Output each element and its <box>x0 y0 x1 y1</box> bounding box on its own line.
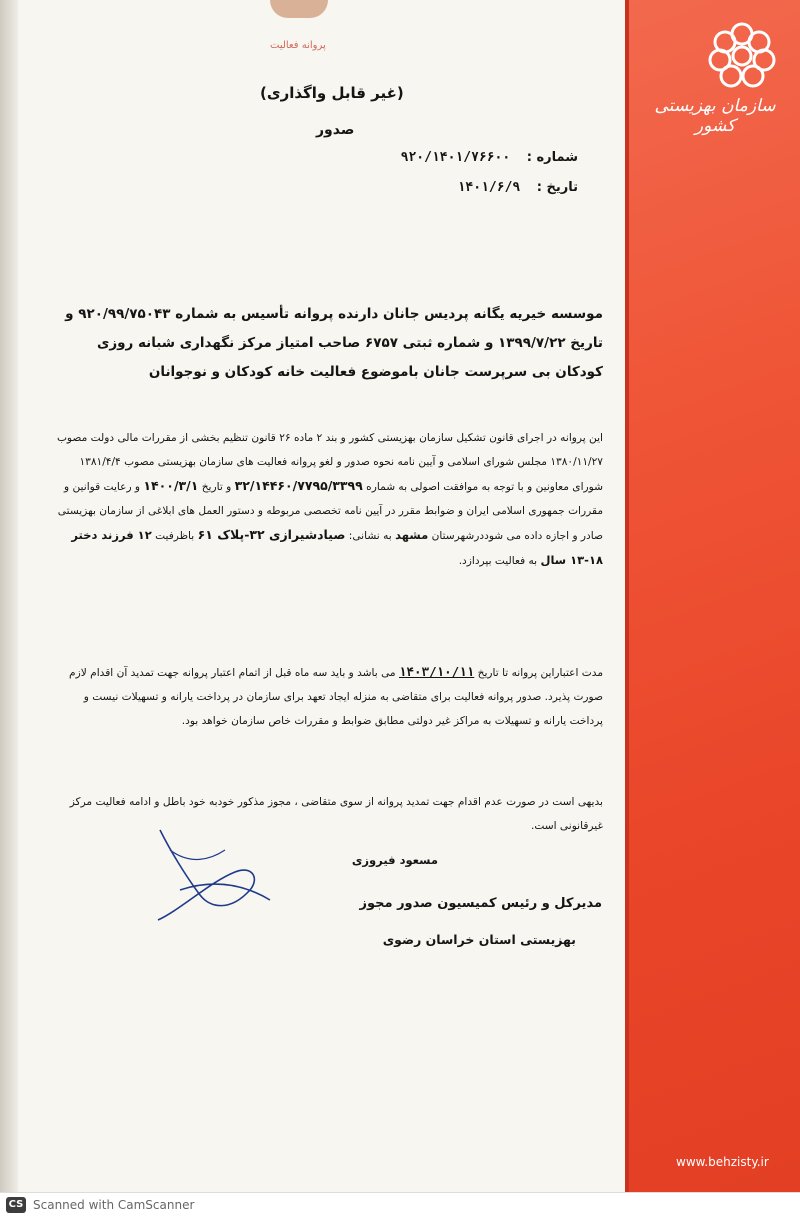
legal-basis-paragraph <box>48 426 603 573</box>
top-stain <box>270 0 328 18</box>
non-transferable-note: (غیر قابل واگذاری) <box>260 84 404 102</box>
para2-text-e: باظرفیت <box>155 530 195 542</box>
capacity: ۱۲ فرزند دختر ۱۸-۱۳ سال <box>71 528 603 567</box>
top-stamp-text: پروانه فعالیت <box>270 40 326 51</box>
para2-text-a: این پروانه در اجرای قانون تشکیل سازمان بهزیستی کشور و بند ۲ ماده ۲۶ قانون تنظیم بخشی از مقررات مالی دولت مصوب ۱۳۸۰/۱۱/۲۷ مجلس شورای اسلامی و آیین نامه نحوه صدور و لغو پروانه فعالیت های سازمان بهزیستی مصوب ۱۳۸۱/۴/۴ شورای معاونین و با توجه به موافقت اصولی به شماره <box>56 432 603 493</box>
letterhead-band-edge <box>625 0 629 1192</box>
flower-logo-icon <box>700 14 784 98</box>
signatory-org: بهزیستی استان خراسان رضوی <box>382 932 576 947</box>
para2-text-c: و رعایت قوانین و مقررات جمهوری اسلامی ایران و ضوابط مقرر در آیین نامه تخصصی مربوطه و دستور العمل های ابلاغی از سازمان بهزیستی صادر و اجازه داده می شوددرشهرستان <box>57 481 603 542</box>
address: صیادشیرازی ۳۲-پلاک ۶۱ <box>197 527 346 542</box>
para3-text-b: می باشد و باید سه ماه قبل از اتمام اعتبار پروانه جهت تمدید آن اقدام لازم صورت پذیرد. صدور پروانه فعالیت برای متقاضی به منزله ایجاد تعهد برای سازمان در پرداخت یارانه و تسهیلات نیست و پرداخت یارانه و تسهیلات به مراکز غیر دولتی مطابق ضوابط و مقررات خاص سازمان خواهد بود. <box>69 667 603 727</box>
signatory-title: مدیرکل و رئیس کمیسیون صدور مجوز <box>359 896 602 911</box>
license-date-row <box>458 180 578 195</box>
camscanner-icon: CS <box>6 1197 26 1213</box>
license-number-row <box>401 150 578 165</box>
signatory-name: مسعود فیروزی <box>351 853 438 867</box>
para2-text-d: به نشانی: <box>348 530 392 542</box>
date-label: تاریخ : <box>536 180 578 195</box>
number-label: شماره : <box>526 150 578 165</box>
org-name: سازمان بهزیستی کشور <box>654 96 776 136</box>
issuance-title: صدور <box>316 122 355 138</box>
para2-text-f: به فعالیت بپردازد. <box>458 555 538 567</box>
expiry-date: ۱۴۰۳/۱۰/۱۱ <box>398 664 475 679</box>
para3-text-a: مدت اعتباراین پروانه تا تاریخ <box>477 667 603 679</box>
website-link[interactable]: www.behzisty.ir <box>676 1155 769 1169</box>
approval-number: ۳۲/۱۴۴۶۰/۷۷۹۵/۳۳۹۹ <box>234 478 363 493</box>
para2-text-b: و تاریخ <box>201 481 232 493</box>
number-value: ۹۲۰/۱۴۰۱/۷۶۶۰۰ <box>400 150 511 165</box>
paper-left-edge <box>0 0 18 1192</box>
letterhead-band <box>625 0 800 1192</box>
institution-paragraph: موسسه خیریه یگانه پردیس جانان دارنده پروانه تأسیس به شماره ۹۲۰/۹۹/۷۵۰۴۳ و تاریخ ۱۳۹۹/۷/۲۲ و شماره ثبتی ۶۷۵۷ صاحب امتیاز مرکز نگهداری شبانه روزی کودکان بی سرپرست جانان باموضوع فعالیت خانه کودکان و نوجوانان <box>65 306 603 380</box>
signature-icon <box>140 820 280 930</box>
city: مشهد <box>395 528 429 542</box>
validity-paragraph <box>48 660 603 733</box>
scanner-credit: Scanned with CamScanner <box>33 1198 195 1212</box>
invalidity-paragraph: بدیهی است در صورت عدم اقدام جهت تمدید پروانه از سوی متقاضی ، مجوز مذکور خودبه خود باطل و ادامه فعالیت مرکز غیرقانونی است. <box>69 796 603 832</box>
approval-date: ۱۴۰۰/۳/۱ <box>143 478 199 493</box>
date-value: ۱۴۰۱/۶/۹ <box>457 180 521 195</box>
